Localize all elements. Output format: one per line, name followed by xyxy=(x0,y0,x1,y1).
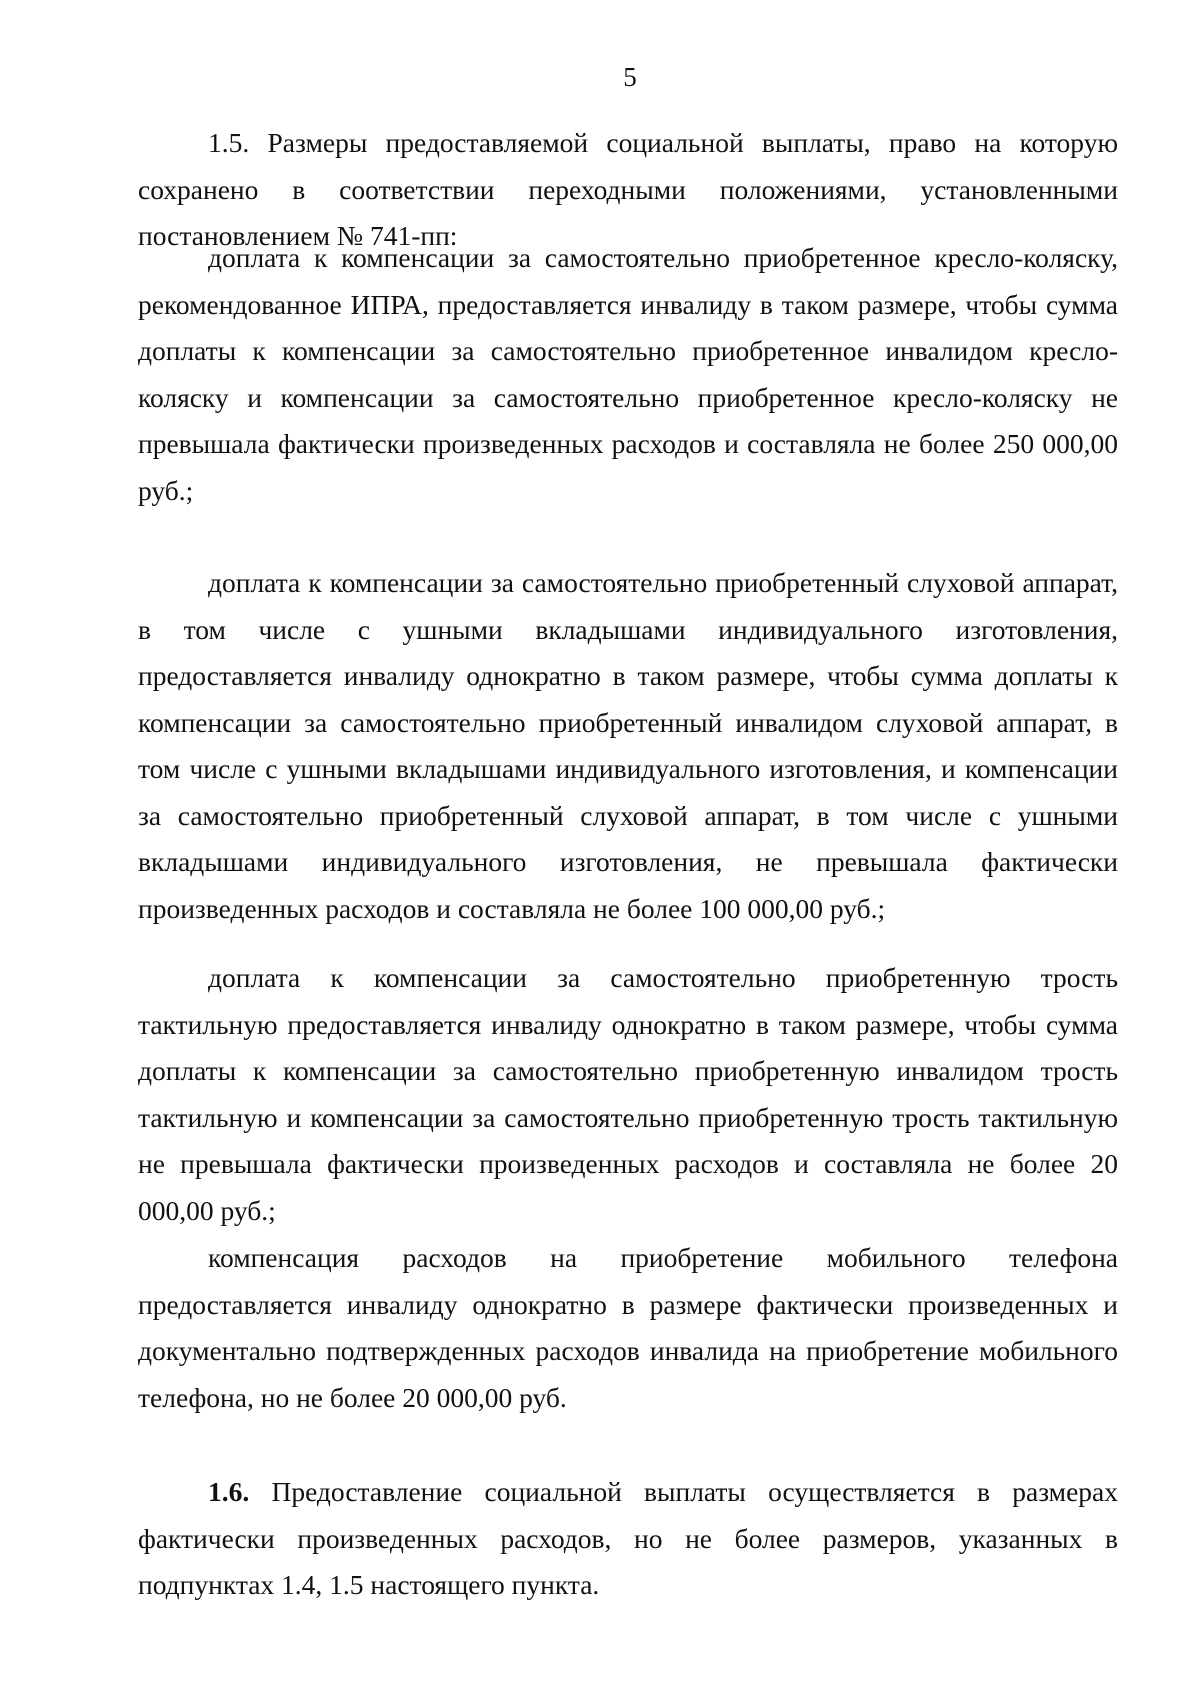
paragraph-text: доплата к компенсации за самостоятельно приобретенный слуховой аппарат, в том числе с ушными вкладышами индивидуального изготовления, предоставляется инвалиду однократно в таком размере, чтобы сумма доплаты к компенсации за самостоятельно приобретенный инвалидом слуховой аппарат, в том числе с ушными вкладышами индивидуального изготовления, и компенсации за самостоятельно приобретенный слуховой аппарат, в том числе с ушными вкладышами индивидуального изготовления, не превышала фактически произведенных расходов и составляла не более 100 000,00 руб.; xyxy=(138,567,1118,924)
paragraph-tactile-cane xyxy=(138,955,1118,1234)
paragraph-text xyxy=(138,1469,1118,1609)
paragraph-text: доплата к компенсации за самостоятельно приобретенное кресло-коляску, рекомендованное ИПРА, предоставляется инвалиду в таком размере, чтобы сумма доплаты к компенсации за самостоятельно приобретенное инвалидом кресло-коляску и компенсации за самостоятельно приобретенное кресло-коляску не превышала фактически произведенных расходов и составляла не более 250 000,00 руб.; xyxy=(138,242,1118,506)
paragraph-text: 1.5. Размеры предоставляемой социальной выплаты, право на которую сохранено в соответствии переходными положениями, установленными постановлением № 741-пп: xyxy=(138,127,1118,251)
clause-text: Предоставление социальной выплаты осуществляется в размерах фактически произведенных расходов, но не более размеров, указанных в подпунктах 1.4, 1.5 настоящего пункта. xyxy=(138,1476,1118,1600)
paragraph-mobile-phone xyxy=(138,1235,1118,1421)
paragraph-1-6 xyxy=(138,1469,1118,1609)
paragraph-wheelchair xyxy=(138,235,1118,514)
clause-number: 1.6. xyxy=(208,1476,250,1507)
paragraph-text: компенсация расходов на приобретение мобильного телефона предоставляется инвалиду однократно в размере фактически произведенных и документально подтвержденных расходов инвалида на приобретение мобильного телефона, но не более 20 000,00 руб. xyxy=(138,1242,1118,1413)
paragraph-text: доплата к компенсации за самостоятельно приобретенную трость тактильную предоставляется инвалиду однократно в таком размере, чтобы сумма доплаты к компенсации за самостоятельно приобретенную инвалидом трость тактильную и компенсации за самостоятельно приобретенную трость тактильную не превышала фактически произведенных расходов и составляла не более 20 000,00 руб.; xyxy=(138,962,1118,1226)
paragraph-hearing-aid xyxy=(138,560,1118,932)
page-number: 5 xyxy=(623,62,637,92)
